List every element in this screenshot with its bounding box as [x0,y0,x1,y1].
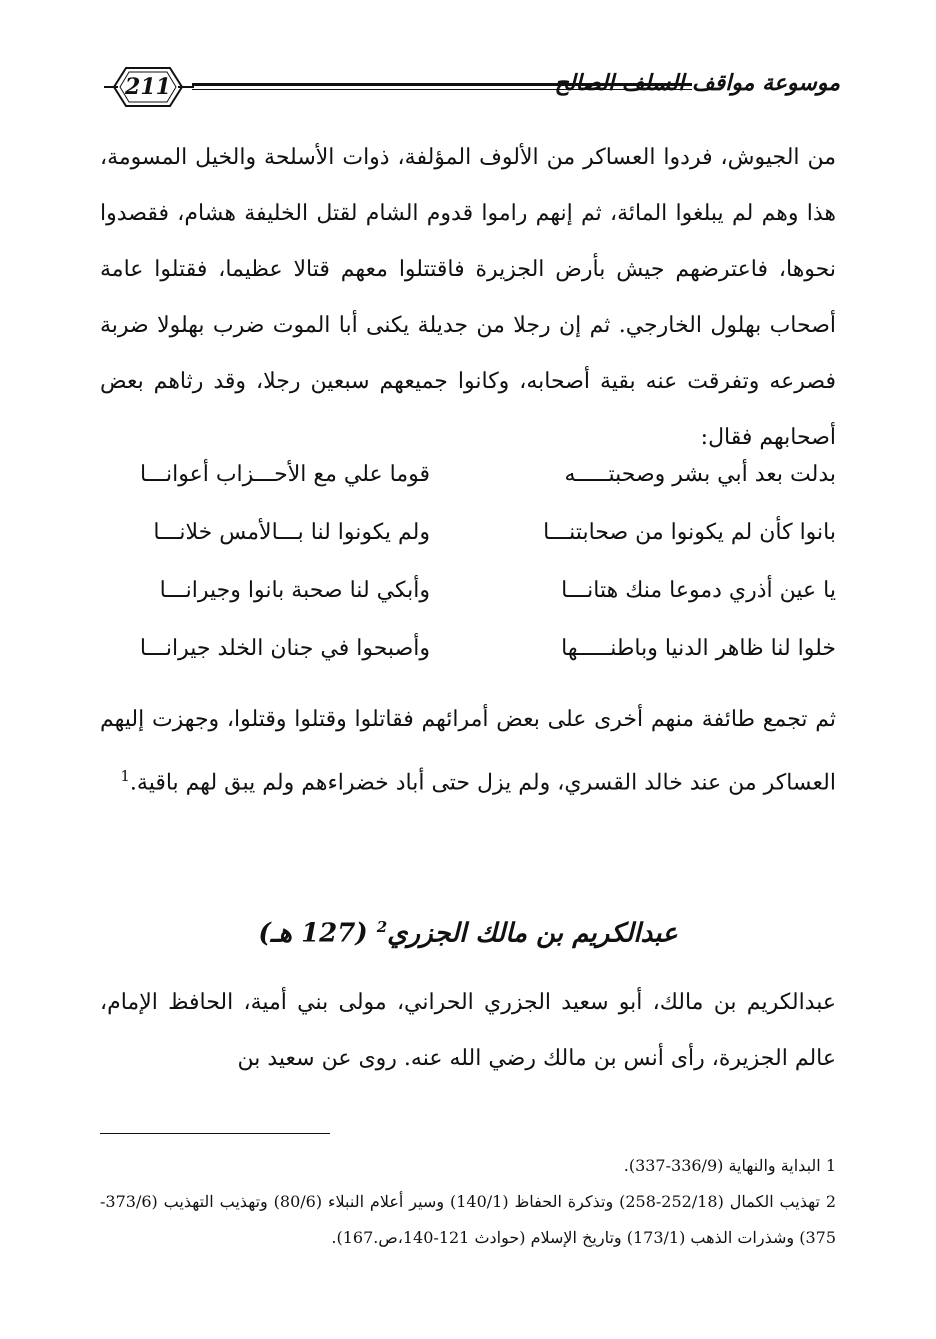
heading-year: (127 هـ) [258,918,368,949]
paragraph-1 [100,130,836,466]
page-number-badge [100,62,196,112]
verse-first-hemistich: بدلت بعد أبي بشر وصحبتـــــه [564,462,836,487]
footnote-2: 2 تهذيب الكمال (252/18-258) وتذكرة الحفاظ (140/1) وسير أعلام النبلاء (80/6) وتهذيب التهذيب (373/6-375) وشذرات الذهب (173/1) وتاريخ الإسلام (حوادث 121-140،ص.167). [100,1192,837,1247]
verse [100,636,836,694]
verse-second-hemistich: وأصبحوا في جنان الخلد جيرانـــا [139,636,430,661]
verse-first-hemistich: بانوا كأن لم يكونوا من صحابتنـــا [543,520,836,545]
verse [100,462,836,520]
paragraph-3 [100,975,836,1087]
footnotes [100,1148,836,1256]
verse-second-hemistich: قوما علي مع الأحـــزاب أعوانـــا [139,462,430,487]
footnote-1: 1 البداية والنهاية (336/9-337). [623,1156,836,1175]
poem [100,462,836,694]
page-number: 211 [125,74,171,100]
paragraph-3-text: عبدالكريم بن مالك، أبو سعيد الجزري الحراني، مولى بني أمية، الحافظ الإمام، عالم الجزيرة، رأى أنس بن مالك رضي الله عنه. روى عن سعيد بن [100,990,836,1071]
paragraph-2 [100,692,836,811]
footnote-divider [100,1133,330,1134]
paragraph-1-text: من الجيوش، فردوا العساكر من الألوف المؤلفة، ذوات الأسلحة والخيل المسومة، هذا وهم لم يبلغوا المائة، ثم إنهم راموا قدوم الشام لقتل الخليفة هشام، فقصدوا نحوها، فاعترضهم جيش بأرض الجزيرة فاقتتلوا معهم قتالا عظيما، فقتلوا عامة أصحاب بهلول الخارجي. ثم إن رجلا من جديلة يكنى أبا الموت ضرب بهلولا ضربة فصرعه وتفرقت عنه بقية أصحابه، وكانوا جميعهم سبعين رجلا، وقد رثاهم بعض أصحابهم فقال: [100,145,836,450]
verse-first-hemistich: يا عين أذري دموعا منك هتانـــا [561,578,836,603]
footnote-ref-1: 1 [120,767,130,785]
heading-name: عبدالكريم بن مالك الجزري [387,918,678,949]
footnote-ref-2: 2 [376,918,388,936]
section-heading [100,918,836,949]
paragraph-2-text: ثم تجمع طائفة منهم أخرى على بعض أمرائهم فقاتلوا وقتلوا وقتلوا، وجهزت إليهم العساكر من عند خالد القسري، ولم يزل حتى أباد خضراءهم ولم يبق لهم باقية. [100,707,836,796]
verse-second-hemistich: ولم يكونوا لنا بـــالأمس خلانـــا [153,520,430,545]
verse [100,578,836,636]
verse [100,520,836,578]
page-header [100,60,840,120]
series-title: موسوعة مواقف السلف الصالح [554,70,840,96]
verse-second-hemistich: وأبكي لنا صحبة بانوا وجيرانـــا [159,578,430,603]
verse-first-hemistich: خلوا لنا ظاهر الدنيا وباطنـــــها [561,636,836,661]
